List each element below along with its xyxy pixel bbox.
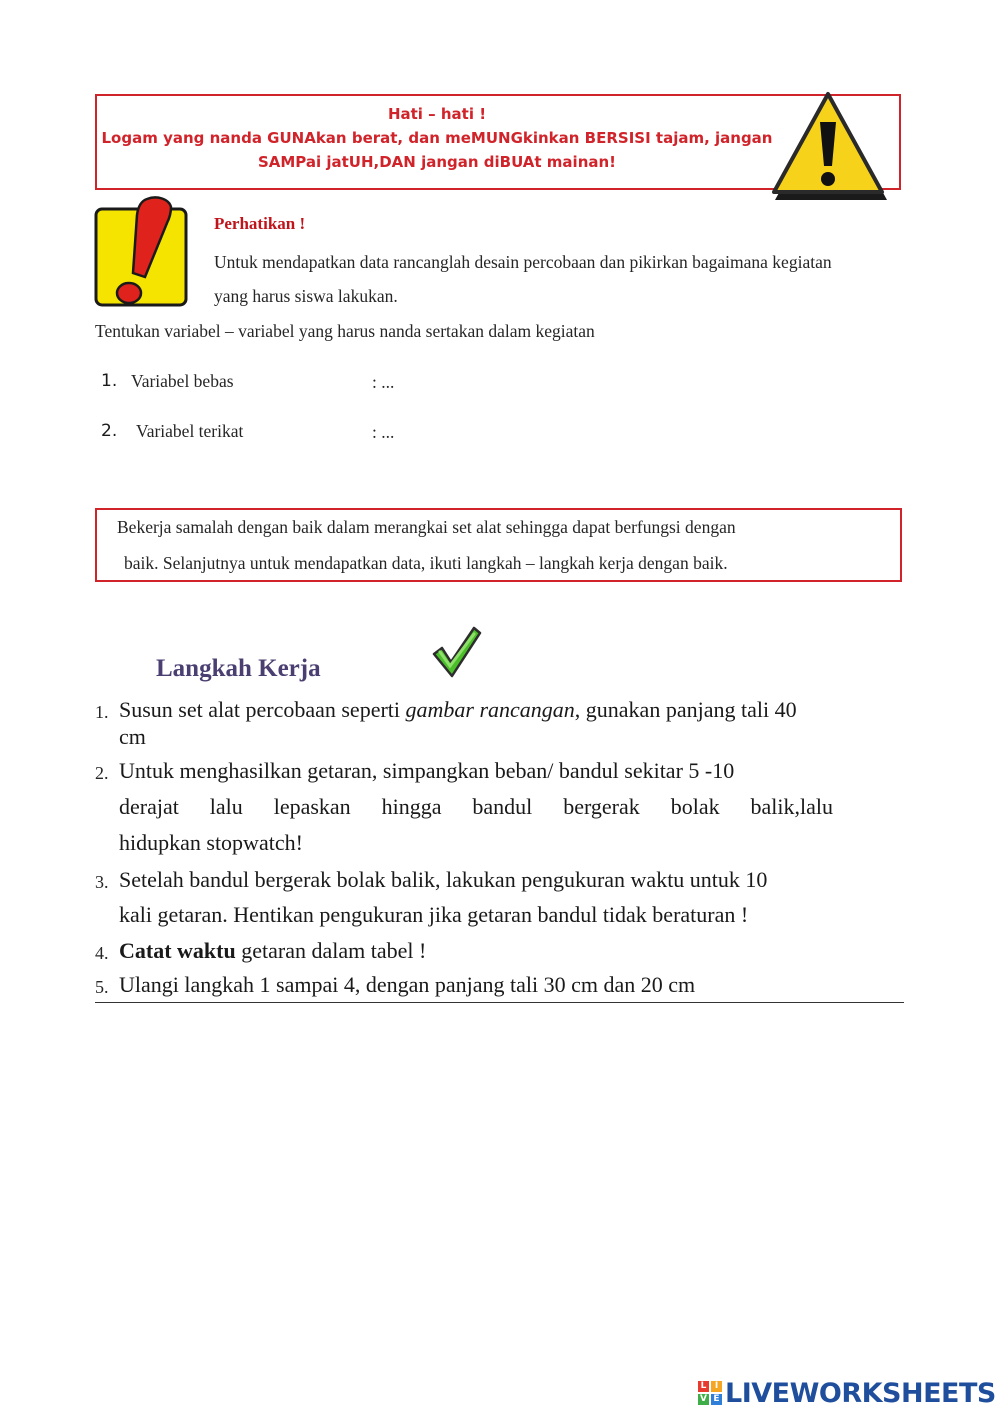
step-3-line-2: kali getaran. Hentikan pengukuran jika getaran bandul tidak beraturan !	[119, 902, 749, 927]
step-2-word: balik,lalu	[750, 794, 833, 819]
attention-title: Perhatikan !	[214, 214, 306, 233]
warning-line-2: SAMPai jatUH,DAN jangan diBUAt mainan!	[257, 153, 617, 171]
step-number: 4.	[95, 943, 109, 963]
step-5-line: Ulangi langkah 1 sampai 4, dengan panjang tali 30 cm dan 20 cm	[119, 972, 696, 997]
variables-intro: Tentukan variabel – variabel yang harus nanda sertakan dalam kegiatan	[95, 321, 595, 341]
step-4-rest: getaran dalam tabel !	[235, 938, 427, 963]
step-2-word: bandul	[472, 794, 533, 819]
step-1-line-2: cm	[119, 724, 146, 749]
warning-triangle-icon	[768, 88, 888, 206]
variable-number: 2.	[101, 421, 118, 441]
step-2-word: lepaskan	[273, 794, 351, 819]
step-2-word: lalu	[209, 794, 243, 819]
step-2-word: hingga	[381, 794, 442, 819]
variable-answer-field[interactable]: : ...	[372, 372, 395, 392]
divider	[95, 1002, 904, 1003]
attention-line-1: Untuk mendapatkan data rancanglah desain percobaan dan pikirkan bagaimana kegiatan	[214, 252, 832, 272]
logo-letter: L	[698, 1381, 709, 1392]
variable-answer-field[interactable]: : ...	[372, 422, 395, 442]
step-3-line-1: Setelah bandul bergerak bolak balik, lakukan pengukuran waktu untuk 10	[119, 867, 768, 892]
step-1-italic: gambar rancangan	[405, 697, 575, 722]
step-1-line-1	[119, 697, 797, 723]
exclamation-icon	[93, 193, 189, 309]
variable-label: Variabel terikat	[136, 421, 244, 441]
logo-letter: I	[711, 1381, 722, 1392]
step-2-word: derajat	[119, 794, 179, 819]
step-number: 2.	[95, 763, 109, 783]
logo-icon	[698, 1381, 722, 1405]
step-2-line-2	[119, 794, 833, 820]
step-number: 3.	[95, 872, 109, 892]
steps-title: Langkah Kerja	[156, 655, 321, 682]
step-2-word: bergerak	[563, 794, 640, 819]
step-number: 5.	[95, 977, 109, 997]
checkmark-icon	[430, 624, 482, 680]
step-4-line	[119, 938, 426, 964]
work-note-line-2: baik. Selanjutnya untuk mendapatkan data, ikuti langkah – langkah kerja dengan baik.	[124, 553, 728, 573]
variable-label: Variabel bebas	[131, 371, 234, 391]
step-2-word: bolak	[670, 794, 720, 819]
step-2-line-1: Untuk menghasilkan getaran, simpangkan beban/ bandul sekitar 5 -10	[119, 758, 735, 783]
step-1-text-b: , gunakan panjang tali 40	[574, 697, 797, 722]
logo-letter: V	[698, 1394, 709, 1405]
logo-letter: E	[711, 1394, 722, 1405]
variable-number: 1.	[101, 371, 118, 391]
warning-line-1: Logam yang nanda GUNAkan berat, dan meMUNGkinkan BERSISI tajam, jangan	[101, 129, 773, 147]
logo-text: LIVEWORKSHEETS	[725, 1377, 996, 1409]
step-4-bold: Catat waktu	[119, 938, 236, 963]
attention-line-2: yang harus siswa lakukan.	[214, 286, 398, 306]
work-note-line-1: Bekerja samalah dengan baik dalam merangkai set alat sehingga dapat berfungsi dengan	[117, 517, 736, 537]
warning-title: Hati – hati !	[387, 105, 487, 123]
step-2-line-3: hidupkan stopwatch!	[119, 830, 303, 855]
step-1-text-a: Susun set alat percobaan seperti	[119, 697, 401, 722]
work-note-box	[95, 508, 902, 582]
step-number: 1.	[95, 702, 109, 722]
liveworksheets-logo[interactable]	[698, 1376, 996, 1410]
